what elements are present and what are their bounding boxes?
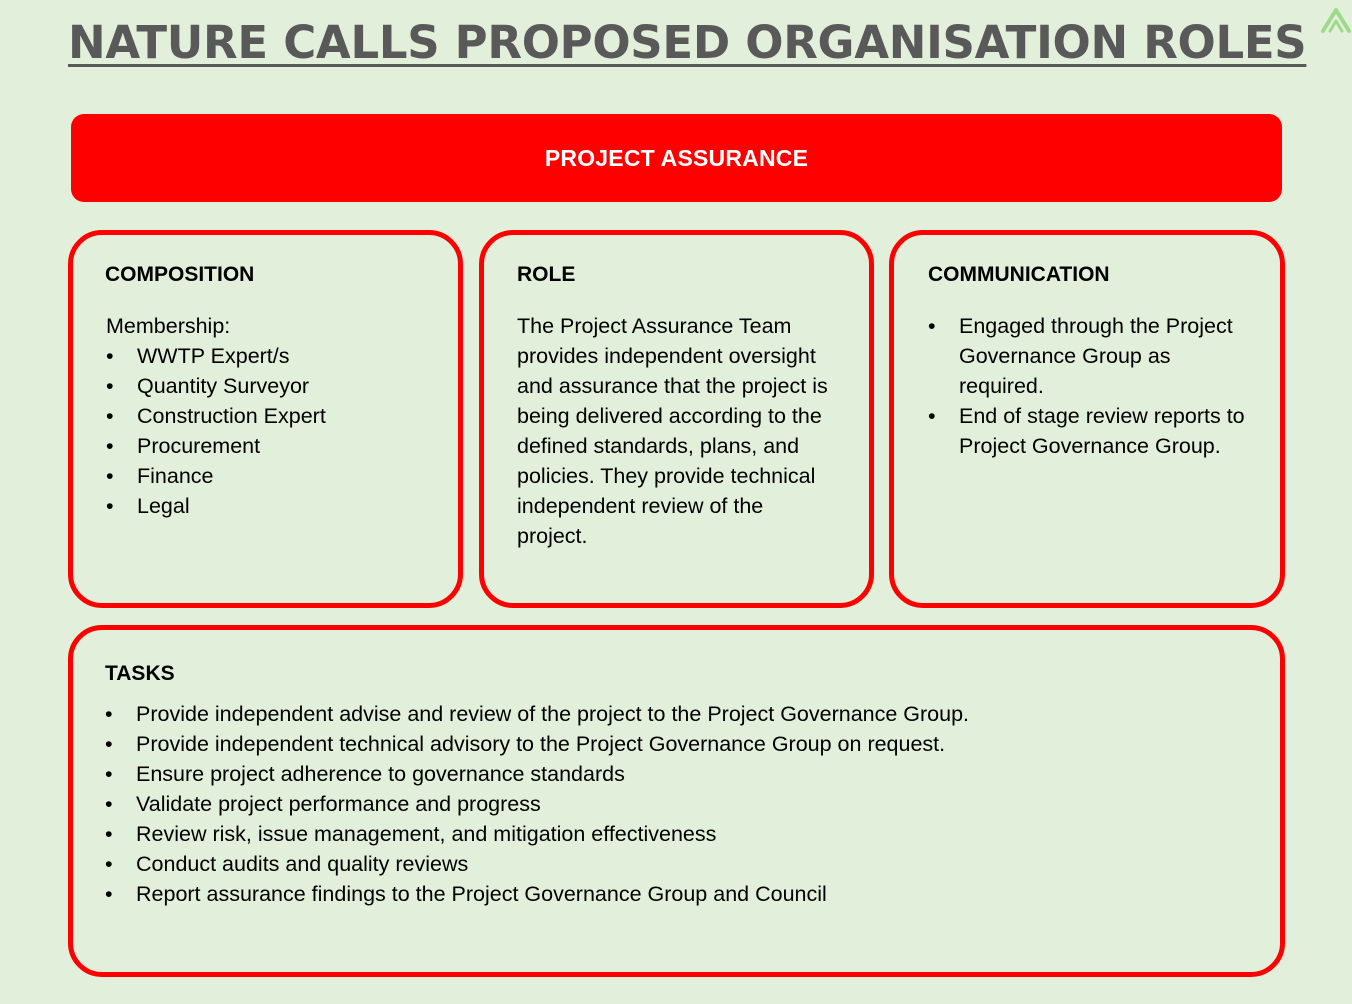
- list-item: • Procurement: [106, 431, 446, 461]
- role-heading: ROLE: [517, 263, 576, 286]
- membership-label: Membership:: [106, 314, 231, 338]
- composition-card: [68, 230, 463, 608]
- communication-heading: COMMUNICATION: [928, 263, 1110, 286]
- role-description: The Project Assurance Team provides independent oversight and assurance that the project is being delivered according to the defined standards, plans, and policies. They provide technical independent review of the project.: [517, 314, 828, 548]
- communication-body: [928, 311, 1246, 461]
- list-item: • Finance: [106, 461, 446, 491]
- list-item: • Quantity Surveyor: [106, 371, 446, 401]
- role-card: [479, 230, 874, 608]
- list-item: • Construction Expert: [106, 401, 446, 431]
- list-item: • WWTP Expert/s: [106, 341, 446, 371]
- page-title: NATURE CALLS PROPOSED ORGANISATION ROLES: [68, 16, 1307, 69]
- composition-heading: COMPOSITION: [105, 263, 255, 286]
- list-item: • Legal: [106, 491, 446, 521]
- list-item: • Conduct audits and quality reviews: [105, 849, 1255, 879]
- tasks-list: [105, 699, 1255, 909]
- list-item: • Report assurance findings to the Project Governance Group and Council: [105, 879, 1255, 909]
- membership-list: [106, 341, 446, 521]
- tasks-heading: TASKS: [105, 662, 175, 685]
- communication-card: [889, 230, 1285, 608]
- list-item: • Ensure project adherence to governance standards: [105, 759, 1255, 789]
- list-item: • End of stage review reports to Project Governance Group.: [928, 401, 1246, 461]
- list-item: • Validate project performance and progress: [105, 789, 1255, 819]
- project-assurance-banner: [71, 114, 1282, 202]
- list-item: • Provide independent advise and review of the project to the Project Governance Group.: [105, 699, 1255, 729]
- tasks-card: [68, 625, 1285, 977]
- communication-list: [928, 311, 1246, 461]
- list-item: • Engaged through the Project Governance Group as required.: [928, 311, 1246, 401]
- list-item: • Provide independent technical advisory to the Project Governance Group on request.: [105, 729, 1255, 759]
- chevron-logo-icon: [1320, 4, 1352, 36]
- composition-body: [106, 311, 446, 521]
- list-item: • Review risk, issue management, and mitigation effectiveness: [105, 819, 1255, 849]
- banner-label: PROJECT ASSURANCE: [544, 144, 809, 171]
- tasks-body: [105, 699, 1255, 909]
- role-body: [517, 311, 835, 551]
